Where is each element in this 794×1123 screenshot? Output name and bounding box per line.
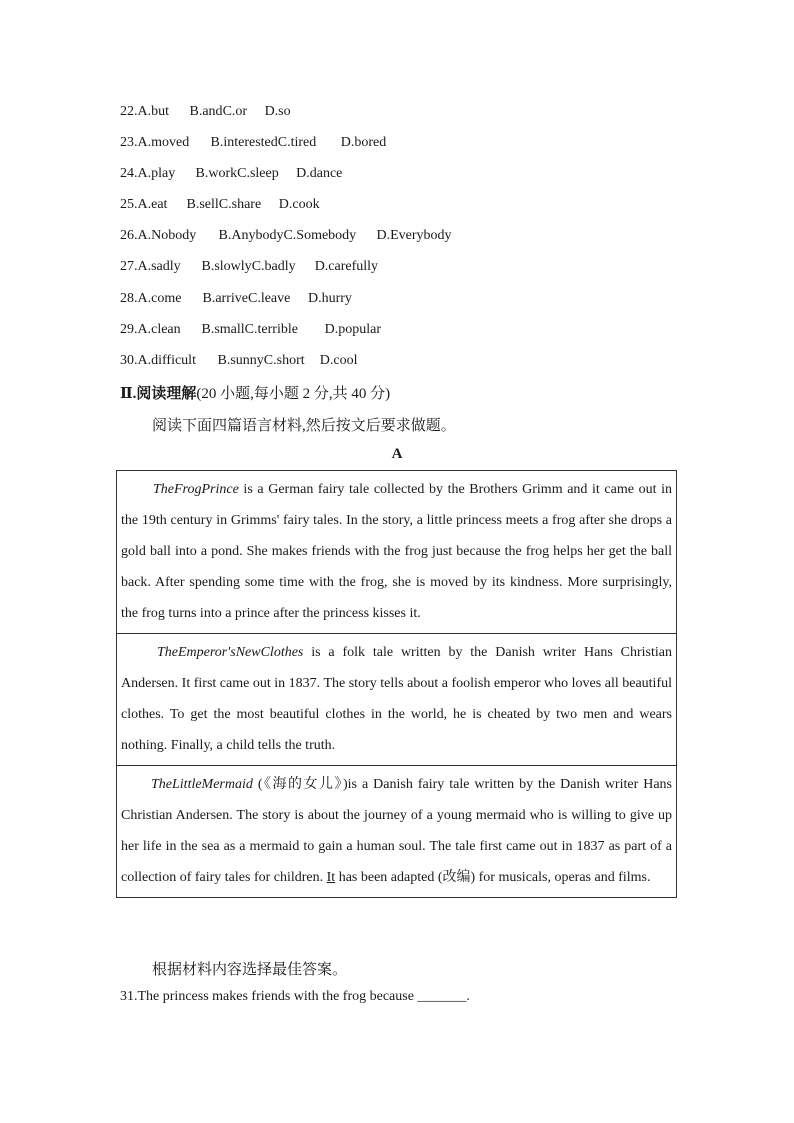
section-heading xyxy=(120,382,390,403)
option-d: D.popular xyxy=(324,322,382,337)
cloze-item-23 xyxy=(120,135,386,151)
option-a: A.eat xyxy=(137,197,168,212)
option-c: C.short xyxy=(263,353,305,368)
option-a: A.Nobody xyxy=(137,228,197,243)
option-d: D.bored xyxy=(340,135,387,150)
passage-a-table xyxy=(116,470,677,898)
option-a: A.clean xyxy=(137,322,181,337)
story-frog-prince xyxy=(117,471,676,634)
story-body-end: has been adapted (改编) for musicals, operas and films. xyxy=(335,870,651,885)
item-number: 22. xyxy=(120,104,138,119)
option-a: A.but xyxy=(137,104,169,119)
cloze-item-24 xyxy=(120,166,342,182)
option-c: C.Somebody xyxy=(283,228,357,243)
option-b: B.work xyxy=(195,166,238,181)
cloze-item-29 xyxy=(120,322,381,338)
cloze-item-27 xyxy=(120,259,378,275)
underlined-word: It xyxy=(326,870,336,885)
story-body: is a German fairy tale collected by the Brothers Grimm and it came out in the 19th century in Grimms' fairy tales. In the story, a little princess meets a frog after she drops a gold ball into a pond. She makes friends with the frog just because the frog helps her get the ball back. After spending some time with the frog, she is moved by its kindness. More surprisingly, the frog turns into a prince after the princess kisses it. xyxy=(121,482,672,621)
option-d: D.Everybody xyxy=(376,228,452,243)
option-c: C.leave xyxy=(247,291,291,306)
story-title: TheEmperor'sNewClothes xyxy=(157,645,304,660)
story-body: is a folk tale written by the Danish writer Hans Christian Andersen. It first came out in 1837. The story tells about a foolish emperor who loves all beautiful clothes. To get the most beautiful clothes in the world, he is cheated by two men and wears nothing. Finally, a child tells the truth. xyxy=(121,645,672,753)
cloze-item-25 xyxy=(120,197,320,213)
option-a: A.sadly xyxy=(137,259,181,274)
cloze-item-30 xyxy=(120,353,358,369)
option-b: B.Anybody xyxy=(218,228,284,243)
story-body: (《海的女儿》)is a Danish fairy tale written by the Danish writer Hans Christian Andersen. The story is about the journey of a young mermaid who is willing to give up her life in the sea as a mermaid to gain a human soul. The tale first came out in 1837 as part of a collection of fairy tales for children. xyxy=(121,777,672,885)
option-c: C.or xyxy=(222,104,248,119)
option-d: D.cool xyxy=(319,353,358,368)
option-b: B.arrive xyxy=(202,291,248,306)
option-a: A.difficult xyxy=(137,353,196,368)
option-d: D.carefully xyxy=(314,259,379,274)
option-a: A.come xyxy=(137,291,182,306)
option-c: C.share xyxy=(218,197,262,212)
item-number: 24. xyxy=(120,166,138,181)
option-c: C.badly xyxy=(251,259,296,274)
option-b: B.slowly xyxy=(201,259,252,274)
option-b: B.small xyxy=(201,322,245,337)
cloze-item-26 xyxy=(120,228,452,244)
option-d: D.hurry xyxy=(307,291,352,306)
item-number: 27. xyxy=(120,259,138,274)
option-d: D.cook xyxy=(278,197,320,212)
option-a: A.moved xyxy=(137,135,190,150)
story-title: TheFrogPrince xyxy=(153,482,239,497)
question-instruction: 根据材料内容选择最佳答案。 xyxy=(152,962,348,978)
section-title: Ⅱ.阅读理解 xyxy=(120,386,197,402)
item-number: 30. xyxy=(120,353,138,368)
story-emperors-new-clothes xyxy=(117,634,676,766)
option-c: C.terrible xyxy=(244,322,298,337)
item-number: 26. xyxy=(120,228,138,243)
cloze-item-28 xyxy=(120,291,352,307)
option-c: C.sleep xyxy=(237,166,279,181)
option-b: B.sunny xyxy=(217,353,264,368)
option-d: D.so xyxy=(264,104,291,119)
story-title: TheLittleMermaid xyxy=(151,777,253,792)
option-c: C.tired xyxy=(277,135,317,150)
story-little-mermaid xyxy=(117,766,676,897)
option-b: B.interested xyxy=(210,135,278,150)
option-b: B.sell xyxy=(186,197,219,212)
passage-label: A xyxy=(391,446,403,462)
question-31: 31.The princess makes friends with the frog because _______. xyxy=(120,989,470,1004)
item-number: 28. xyxy=(120,291,138,306)
option-a: A.play xyxy=(137,166,176,181)
item-number: 25. xyxy=(120,197,138,212)
item-number: 23. xyxy=(120,135,138,150)
option-d: D.dance xyxy=(296,166,343,181)
item-number: 29. xyxy=(120,322,138,337)
reading-instruction: 阅读下面四篇语言材料,然后按文后要求做题。 xyxy=(152,418,456,434)
option-b: B.and xyxy=(189,104,223,119)
section-detail: (20 小题,每小题 2 分,共 40 分) xyxy=(196,386,391,402)
cloze-item-22 xyxy=(120,104,291,120)
